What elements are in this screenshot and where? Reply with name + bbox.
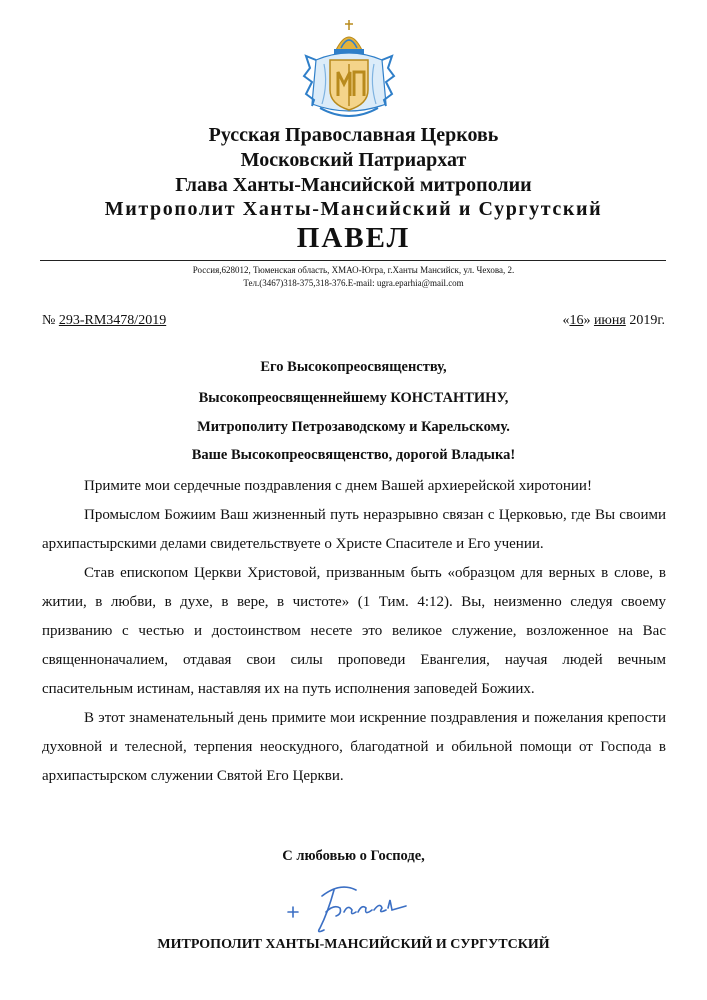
date-day: 16 [569,313,584,328]
contact-info: Тел.(3467)318-375,318-376.E-mail: ugra.eparhia@mail.com [243,278,464,288]
paragraph-3: Став епископом Церкви Христовой, призванным быть «образцом для верных в слове, в житии, в любви, в духе, в вере, в чистоте» (1 Тим. 4:12). Вы, неизменно следуя своему призванию с честью и достоинством несете это великое служение, возложенное на Вас священноначалием, отдавая свои силы проповеди Евангелия, научая людей вечным спасительным истинам, наставляя их на путь исполнения заповедей Божиих. [42,565,666,697]
date-month: июня [593,313,626,328]
reference-value: 293-RM3478/2019 [58,313,167,328]
header-church: Русская Православная Церковь [208,124,499,146]
eparchy-emblem-icon [294,20,404,124]
handwritten-signature [282,878,432,938]
closing-phrase: С любовью о Господе, [282,848,425,864]
header-name: ПАВЕЛ [296,222,411,254]
date-year: 2019г. [625,313,665,328]
paragraph-4: В этот знаменательный день примите мои искренние поздравления и пожелания крепости духовной и телесной, терпения неоскудного, благодатной и обильной помощи от Господа в архипастырском служении Святой Его Церкви. [42,710,666,784]
letter-date [562,313,665,329]
header-metropolis: Глава Ханты-Мансийской митрополии [175,174,532,196]
header-patriarchate: Московский Патриархат [240,149,467,171]
salutation: Ваше Высокопреосвященство, дорогой Владыка! [191,447,516,463]
reference-number [42,313,166,329]
reference-prefix: № [42,313,59,328]
letter-body [42,472,666,791]
paragraph-2: Промыслом Божиим Ваш жизненный путь неразрывно связан с Церковью, где Вы своими архипастырскими делами свидетельствуете о Христе Спасителе и Его учении. [42,507,666,552]
addressee-line-1: Его Высокопреосвященству, [260,359,447,375]
postal-address: Россия,628012, Тюменская область, ХМАО-Югра, г.Ханты Мансийск, ул. Чехова, 2. [192,265,515,275]
header-title: Митрополит Ханты-Мансийский и Сургутский [104,198,603,220]
signer-title: МИТРОПОЛИТ ХАНТЫ-МАНСИЙСКИЙ И СУРГУТСКИЙ [157,937,550,952]
paragraph-1: Примите мои сердечные поздравления с днем Вашей архиерейской хиротонии! [84,478,592,494]
date-open-quote: « [562,313,570,328]
date-close-quote: » [583,313,594,328]
header-divider [40,260,666,261]
addressee-line-3: Митрополиту Петрозаводскому и Карельскому. [197,419,510,435]
addressee-line-2: Высокопреосвященнейшему КОНСТАНТИНУ, [198,390,509,406]
